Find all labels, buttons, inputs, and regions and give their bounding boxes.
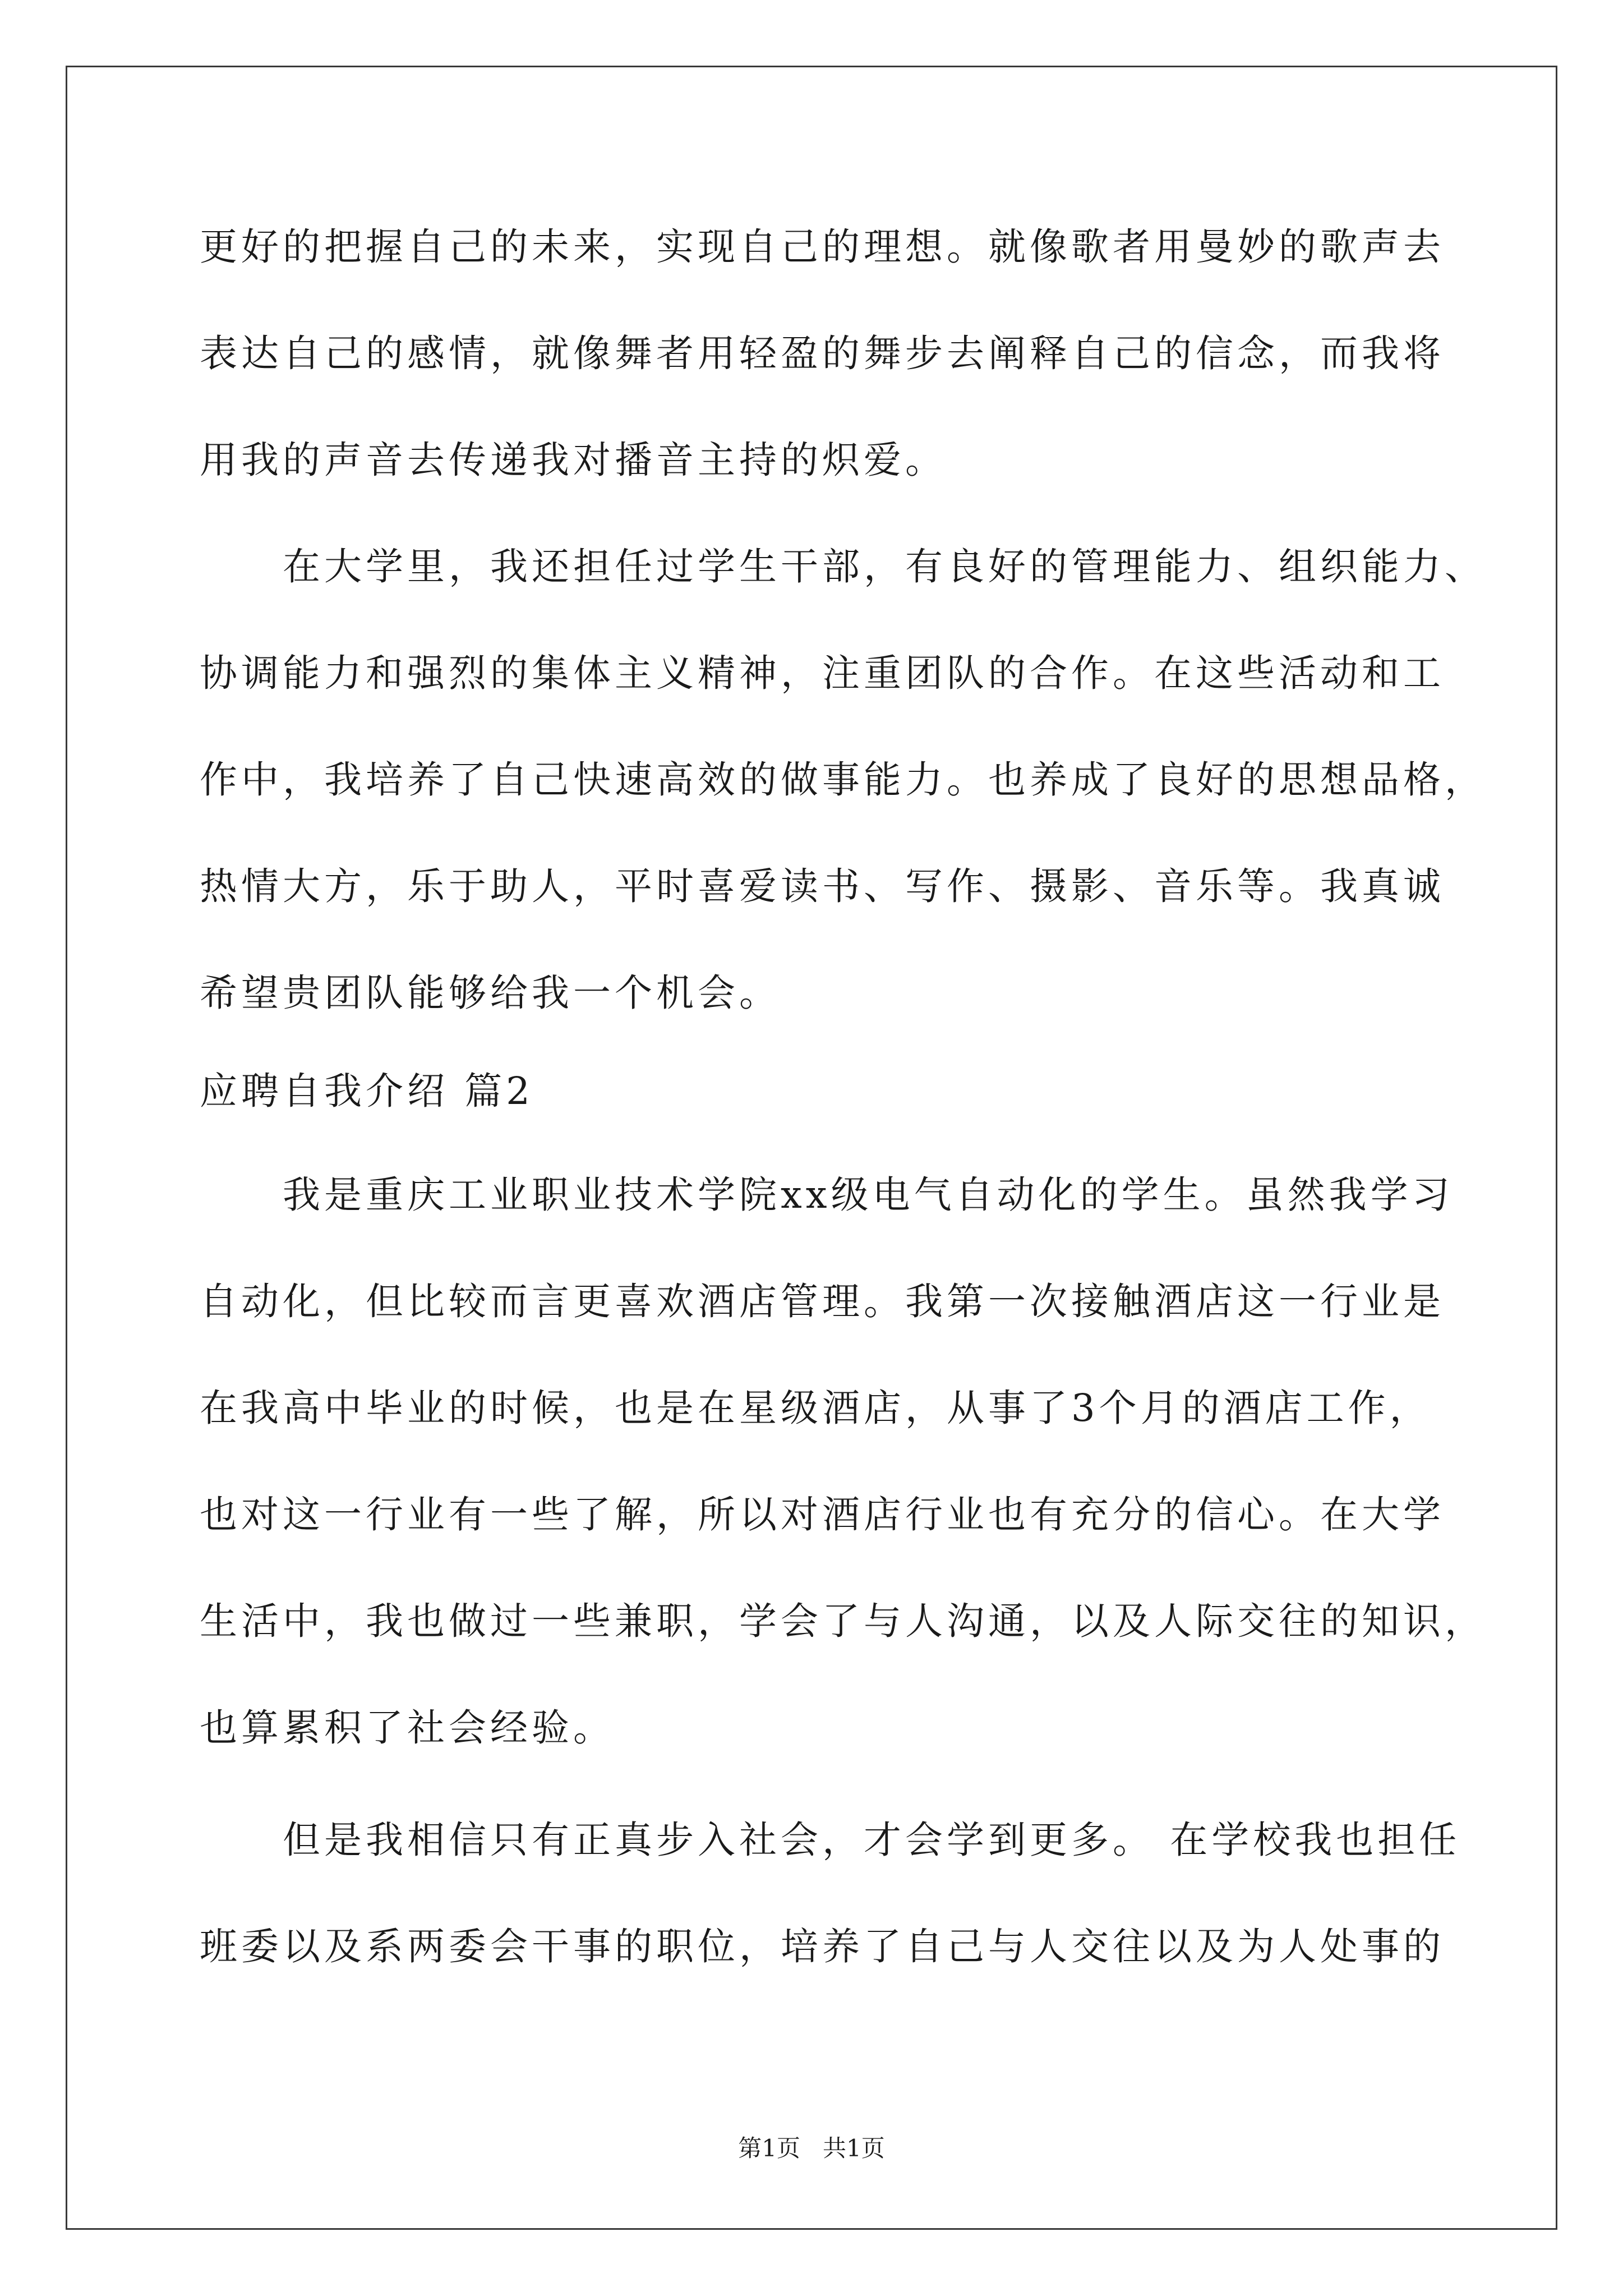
- text-line: 我是重庆工业职业技术学院xx级电气自动化的学生。虽然我学习: [200, 1173, 1454, 1217]
- page-total: 共1页: [823, 2134, 885, 2162]
- page-footer: [0, 2132, 1623, 2165]
- text-line: 更好的把握自己的未来，实现自己的理想。就像歌者用曼妙的歌声去: [200, 225, 1445, 269]
- text-line: 班委以及系两委会干事的职位，培养了自己与人交往以及为人处事的: [200, 1925, 1445, 1968]
- text-line: 在我高中毕业的时候，也是在星级酒店，从事了3个月的酒店工作，: [200, 1386, 1431, 1430]
- text-line: 自动化，但比较而言更喜欢酒店管理。我第一次接触酒店这一行业是: [200, 1280, 1445, 1323]
- text-line: 希望贵团队能够给我一个机会。: [200, 971, 781, 1015]
- page-border: [66, 66, 1557, 2230]
- text-line: 协调能力和强烈的集体主义精神，注重团队的合作。在这些活动和工: [200, 651, 1445, 695]
- text-line: 在大学里，我还担任过学生干部，有良好的管理能力、组织能力、: [200, 545, 1486, 588]
- page-number: 第1页: [738, 2134, 800, 2162]
- text-line: 热情大方，乐于助人，平时喜爱读书、写作、摄影、音乐等。我真诚: [200, 864, 1445, 908]
- text-line: 作中，我培养了自己快速高效的做事能力。也养成了良好的思想品格，: [200, 758, 1486, 802]
- text-line: 用我的声音去传递我对播音主持的炽爱。: [200, 438, 947, 482]
- text-line: 也对这一行业有一些了解，所以对酒店行业也有充分的信心。在大学: [200, 1493, 1445, 1536]
- text-line: 也算累积了社会经验。: [200, 1706, 615, 1750]
- text-line: 表达自己的感情，就像舞者用轻盈的舞步去阐释自己的信念，而我将: [200, 332, 1445, 375]
- text-line: 但是我相信只有正真步入社会，才会学到更多。 在学校我也担任: [200, 1818, 1461, 1862]
- section-heading: 应聘自我介绍 篇2: [200, 1069, 534, 1113]
- text-line: 生活中，我也做过一些兼职，学会了与人沟通，以及人际交往的知识，: [200, 1599, 1486, 1643]
